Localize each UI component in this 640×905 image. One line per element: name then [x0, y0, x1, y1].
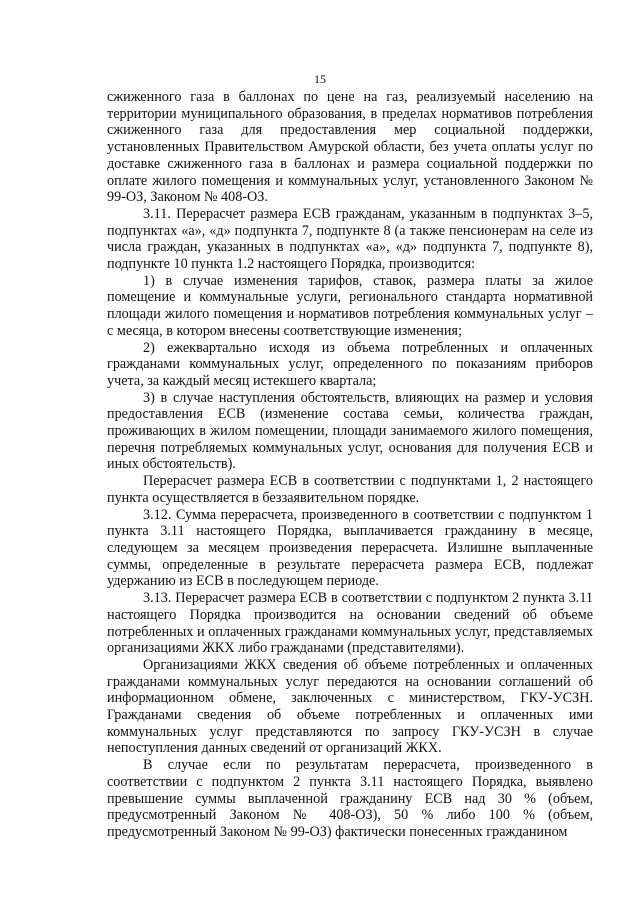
paragraph-item-3: 3) в случае наступления обстоятельств, влияющих на размер и условия предоставления ЕСВ (изменение состава семьи, количества граждан, проживающих в жилом помещении, площади занимаемого жилого помещения, перечня потребляемых коммунальных услуг, основания для получения ЕСВ и иных обстоятельств). — [107, 389, 593, 473]
paragraph-recalc-note: Перерасчет размера ЕСВ в соответствии с подпунктами 1, 2 настоящего пункта осуществляется в беззаявительном порядке. — [107, 473, 593, 506]
paragraph-item-2: 2) ежеквартально исходя из объема потребленных и оплаченных гражданами коммунальных услуг, определенного по показаниям приборов учета, за каждый месяц истекшего квартала; — [107, 339, 593, 389]
paragraph-excess-payment: В случае если по результатам перерасчета, произведенного в соответствии с подпунктом 2 пункта 3.11 настоящего Порядка, выявлено превышение суммы выплаченной гражданину ЕСВ над 30 % (объем, предусмотренный Законом № 408-ОЗ), 50 % либо 100 % (объем, предусмотренный Законом № 99-ОЗ) фактически понесенных гражданином — [107, 757, 593, 840]
document-body — [107, 89, 593, 841]
paragraph-3-12: 3.12. Сумма перерасчета, произведенного в соответствии с подпунктом 1 пункта 3.11 настоящего Порядка, выплачивается гражданину в месяце, следующем за месяцем произведения перерасчета. Излишне выплаченные суммы, определенные в результате перерасчета размера ЕСВ, подлежат удержанию из ЕСВ в последующем периоде. — [107, 506, 593, 590]
paragraph-3-11: 3.11. Перерасчет размера ЕСВ гражданам, указанным в подпунктах 3–5, подпунктах «а», «д» подпункта 7, подпункте 8 (а также пенсионерам на селе из числа граждан, указанных в подпунктах «а», «д» подпункта 7, подпункте 8), подпункте 10 пункта 1.2 настоящего Порядка, производится: — [107, 205, 593, 273]
paragraph-zhkh-info: Организациями ЖКХ сведения об объеме потребленных и оплаченных гражданами коммунальных услуг передаются на основании соглашений об информационном обмене, заключенных с министерством, ГКУ-УСЗН. Гражданами сведения об объеме потребленных и оплаченных ими коммунальных услуг представляются по запросу ГКУ-УСЗН в случае непоступления данных сведений от организаций ЖКХ. — [107, 656, 593, 757]
page-number: 15 — [314, 72, 326, 86]
paragraph-item-1: 1) в случае изменения тарифов, ставок, размера платы за жилое помещение и коммунальные услуги, регионального стандарта нормативной площади жилого помещения и нормативов потребления коммунальных услуг – с месяца, в котором внесены соответствующие изменения; — [107, 272, 593, 339]
paragraph-3-13: 3.13. Перерасчет размера ЕСВ в соответствии с подпунктом 2 пункта 3.11 настоящего Порядка производится на основании сведений об объеме потребленных и оплаченных гражданами коммунальных услуг, представляемых организациями ЖКХ либо гражданами (представителями). — [107, 590, 593, 657]
paragraph-continuation: сжиженного газа в баллонах по цене на газ, реализуемый населению на территории муниципального образования, в пределах нормативов потребления сжиженного газа для предоставления мер социальной поддержки, установленных Правительством Амурской области, без учета оплаты услуг по доставке сжиженного газа в баллонах и размера социальной поддержки по оплате жилого помещения и коммунальных услуг, установленного Законом № 99-ОЗ, Законом № 408-ОЗ. — [107, 89, 593, 206]
